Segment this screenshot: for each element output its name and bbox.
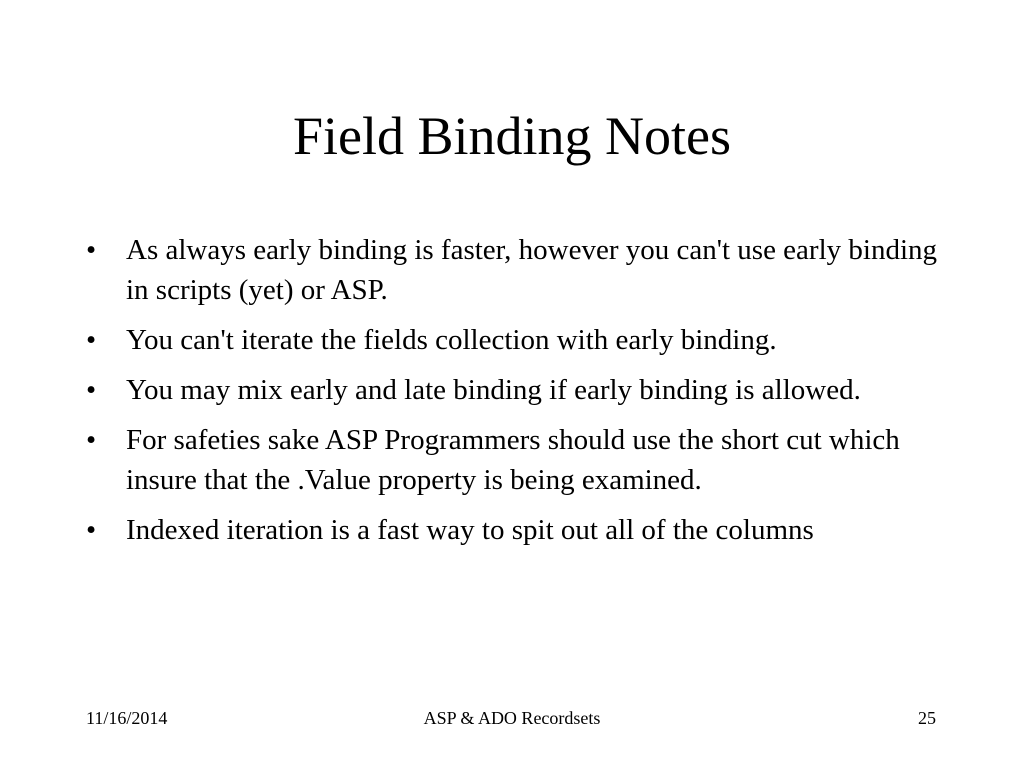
bullet-item	[86, 230, 966, 310]
bullet-item	[86, 370, 966, 410]
bullet-text: Indexed iteration is a fast way to spit out all of the columns	[126, 514, 814, 546]
bullet-text: You may mix early and late binding if early binding is allowed.	[126, 374, 861, 406]
bullet-text: For safeties sake ASP Programmers should use the short cut which insure that the .Value property is being examined.	[126, 424, 900, 496]
bullet-icon: •	[86, 424, 97, 456]
bullet-text: You can't iterate the fields collection with early binding.	[126, 324, 777, 356]
bullet-item	[86, 420, 966, 500]
bullet-icon: •	[86, 374, 97, 406]
bullet-icon: •	[86, 514, 97, 546]
bullet-icon: •	[86, 324, 97, 356]
bullet-item	[86, 320, 966, 360]
slide-title: Field Binding Notes	[292, 106, 731, 166]
footer-date: 11/16/2014	[86, 708, 168, 728]
page-number: 25	[918, 708, 936, 728]
bullet-item	[86, 510, 966, 550]
bullet-list	[86, 230, 966, 560]
footer-title: ASP & ADO Recordsets	[423, 708, 601, 728]
bullet-icon: •	[86, 234, 97, 266]
bullet-text: As always early binding is faster, however you can't use early binding in scripts (yet) or ASP.	[126, 234, 938, 306]
